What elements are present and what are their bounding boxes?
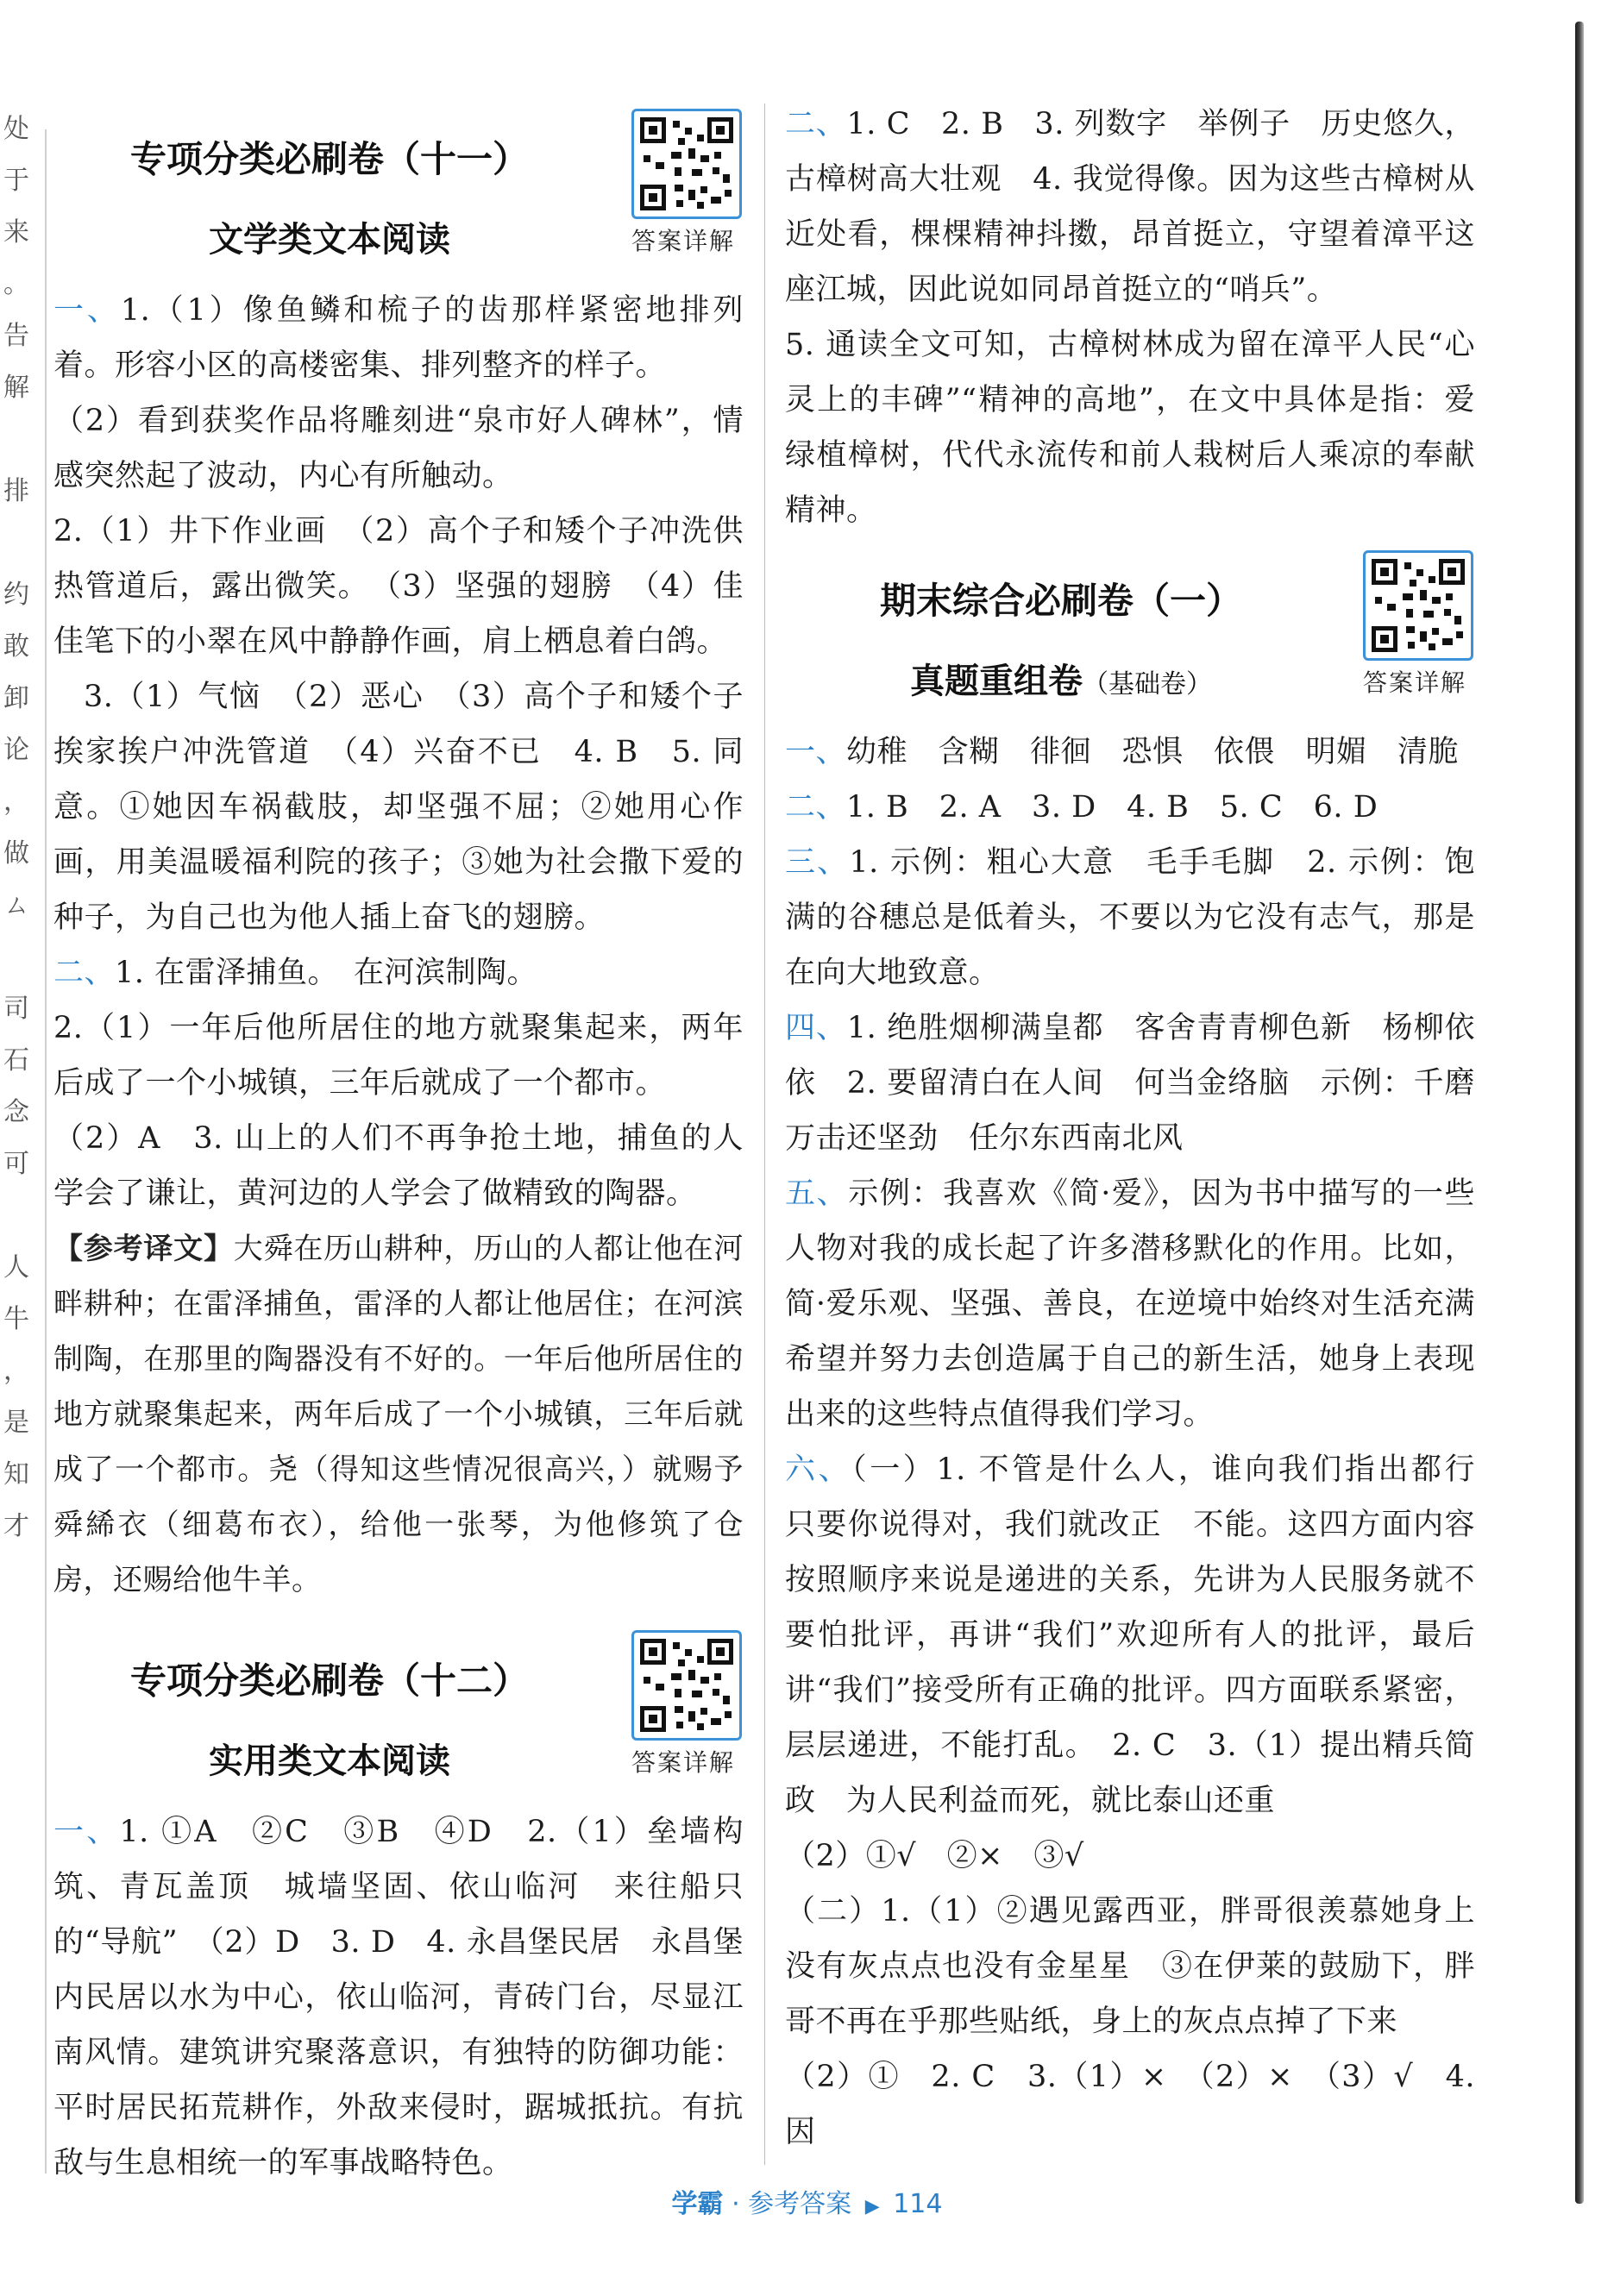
answer-text: （2）① 2. C 3.（1）× （2）× （3）√ 4. 因	[785, 2060, 1475, 2149]
column-divider	[764, 104, 765, 2165]
qr-caption: 答案详解	[631, 227, 735, 255]
answer-text: 1. 绝胜烟柳满皇都 客舍青青柳色新 杨柳依依 2. 要留清白在人间 何当金络脑 示例：千磨万击还坚劲 任尔东西南北风	[785, 1011, 1475, 1156]
section-marker: 一、	[53, 1815, 120, 1849]
answer-paragraph	[785, 1442, 1506, 1829]
edge-fragment: 石	[3, 1045, 29, 1076]
answer-paragraph	[785, 317, 1475, 538]
edge-fragment: 敢	[3, 631, 29, 662]
edge-fragment: 。	[3, 269, 29, 299]
edge-fragment: 卸	[3, 683, 29, 713]
answer-paragraph	[53, 393, 744, 504]
answer-text: （2）①√ ②× ③√	[785, 1839, 1084, 1873]
answer-text: 示例：我喜欢《简·爱》，因为书中描写的一些人物对我的成长起了许多潜移默化的作用。比如，简·爱乐观、坚强、善良，在逆境中始终对生活充满希望并努力去创造属于自己的新生活，她身上表现出来的这些特点值得我们学习。	[785, 1176, 1475, 1432]
section-marker: 二、	[785, 790, 847, 825]
edge-fragment: 念	[3, 1097, 29, 1127]
answer-paragraph	[785, 97, 1475, 317]
edge-fragment: 于	[3, 166, 29, 196]
edge-fragment: 司	[3, 994, 29, 1024]
page-number: 114	[893, 2189, 943, 2219]
qr-code-icon[interactable]	[1363, 550, 1473, 661]
section-subtitle	[53, 212, 606, 261]
answer-paragraph	[785, 780, 1475, 835]
edge-fragment: 处	[3, 114, 29, 144]
answer-text: 1. B 2. A 3. D 4. B 5. C 6. D	[846, 790, 1378, 825]
previous-page-edge-fragments	[3, 104, 38, 1553]
section-title: 专项分类必刷卷（十一）	[129, 138, 529, 180]
answer-text: 1. ①A ②C ③B ④D 2.（1）垒墙构筑、青瓦盖顶 城墙坚固、依山临河 来往船只的“导航” （2）D 3. D 4. 永昌堡民居 永昌堡内民居以水为中心，依山临河，青砖门台，尽显江南风情。建筑讲究聚落意识，有独特的防御功能：平时居民拓荒耕作，外敌来侵时，踞城抵抗。有抗敌与生息相统一的军事战略特色。	[53, 1815, 744, 2180]
edge-fragment: 做	[3, 838, 29, 869]
translation-label: 【参考译文】	[53, 1232, 234, 1266]
edge-fragment: 来	[3, 217, 29, 248]
section-title: 专项分类必刷卷（十二）	[129, 1659, 529, 1702]
qr-caption: 答案详解	[631, 1748, 735, 1777]
right-column	[785, 97, 1506, 2160]
answer-text: （二）1.（1）②遇见露西亚，胖哥很羡慕她身上没有灰点点也没有金星星 ③在伊莱的鼓励下，胖哥不再在乎那些贴纸，身上的灰点点掉了下来	[785, 1894, 1475, 2039]
section-marker: 一、	[53, 293, 121, 328]
section-marker: 一、	[785, 735, 847, 769]
answer-text: （2）看到获奖作品将雕刻进“泉市好人碑林”，情感突然起了波动，内心有所触动。	[53, 404, 744, 493]
edge-fragment: 是	[3, 1408, 29, 1438]
section-subtitle	[785, 654, 1337, 703]
answer-text: 3.（1）气恼 （2）恶心 （3）高个子和矮个子挨家挨户冲洗管道 （4）兴奋不已 4. B 5. 同意。①她因车祸截肢，却坚强不屈；②她用心作画，用美温暖福利院的孩子；③她为社会撒下爱的种子，为自己也为他人插上奋飞的翅膀。	[53, 680, 744, 935]
binding-gutter-line	[45, 129, 47, 2174]
answer-paragraph	[53, 1804, 744, 2191]
footer-label: 参考答案	[748, 2189, 852, 2219]
edge-fragment: 排	[3, 476, 29, 506]
edge-fragment: 告	[3, 321, 29, 351]
answer-paragraph	[53, 945, 744, 1001]
answer-text: 幼稚 含糊 徘徊 恐惧 依偎 明媚 清脆	[846, 735, 1460, 769]
section-marker: 二、	[53, 956, 116, 990]
qr-code-icon[interactable]	[631, 109, 742, 219]
answer-text: 2.（1）一年后他所居住的地方就聚集起来，两年后成了一个小城镇，三年后就成了一个都市。	[53, 1011, 744, 1101]
page-footer	[0, 2182, 1614, 2220]
edge-fragment: ㄙ	[3, 890, 29, 920]
answer-paragraph	[785, 1829, 1475, 1884]
answer-text: 1. C 2. B 3. 列数字 举例子 历史悠久，古樟树高大壮观 4. 我觉得像。因为这些古樟树从近处看，棵棵精神抖擞，昂首挺立，守望着漳平这座江城，因此说如同昂首挺立的“哨兵”。	[785, 107, 1475, 307]
page-edge-shadow	[1575, 22, 1584, 2204]
answer-paragraph	[53, 1111, 744, 1221]
section-header	[785, 543, 1475, 725]
edge-fragment: ，	[3, 787, 29, 817]
answer-paragraph	[785, 725, 1475, 780]
answer-text: 1. 示例：粗心大意 毛手毛脚 2. 示例：饱满的谷穗总是低着头，不要以为它没有志气，那是在向大地致意。	[785, 845, 1475, 990]
section-subtitle-main: 真题重组卷	[910, 662, 1083, 701]
answer-paragraph	[785, 835, 1475, 1001]
section-marker: 三、	[785, 845, 850, 880]
answer-text: 1. 在雷泽捕鱼。 在河滨制陶。	[115, 956, 538, 990]
section-header	[53, 1623, 744, 1804]
answer-text: （2）A 3. 山上的人们不再争抢土地，捕鱼的人学会了谦让，黄河边的人学会了做精致的陶器。	[53, 1121, 744, 1211]
section-subtitle-note: （基础卷）	[1083, 669, 1212, 699]
section-marker: 五、	[785, 1176, 849, 1211]
play-arrow-icon: ▶	[864, 2196, 880, 2218]
answer-paragraph	[53, 669, 744, 945]
answer-paragraph	[53, 283, 744, 393]
answer-text: 1.（1）像鱼鳞和梳子的齿那样紧密地排列着。形容小区的高楼密集、排列整齐的样子。	[53, 293, 744, 383]
translation-text: 大舜在历山耕种，历山的人都让他在河畔耕种；在雷泽捕鱼，雷泽的人都让他居住；在河滨制陶，在那里的陶器没有不好的。一年后他所居住的地方就聚集起来，两年后成了一个小城镇，三年后就成了一个都市。尧（得知这些情况很高兴，）就赐予舜絺衣（细葛布衣），给他一张琴，为他修筑了仓房，还赐给他牛羊。	[53, 1232, 744, 1597]
left-column	[53, 102, 744, 2191]
edge-fragment: 论	[3, 735, 29, 765]
answer-paragraph	[785, 1166, 1475, 1442]
section-marker: 二、	[785, 107, 847, 141]
section-subtitle	[53, 1734, 606, 1783]
section-subtitle-main: 实用类文本阅读	[209, 1741, 450, 1781]
edge-fragment: 可	[3, 1149, 29, 1179]
answer-text: 5. 通读全文可知，古樟树林成为留在漳平人民“心灵上的丰碑”“精神的高地”，在文中具体是指：爱绿植樟树，代代永流传和前人栽树后人乘凉的奉献精神。	[785, 328, 1475, 528]
section-header	[53, 102, 744, 283]
answer-paragraph	[785, 2049, 1475, 2160]
answer-paragraph	[785, 1884, 1475, 2049]
edge-fragment: 知	[3, 1459, 29, 1490]
answer-paragraph	[53, 1001, 744, 1111]
qr-code-icon[interactable]	[631, 1630, 742, 1741]
edge-fragment: 牛	[3, 1304, 29, 1334]
edge-fragment: 人	[3, 1252, 29, 1283]
section-title: 期末综合必刷卷（一）	[879, 580, 1242, 622]
edge-fragment: ，	[3, 1356, 29, 1386]
section-marker: 六、	[785, 1452, 852, 1487]
section-marker: 四、	[785, 1011, 847, 1045]
brand-logo: 学霸	[671, 2189, 724, 2219]
section-subtitle-main: 文学类文本阅读	[209, 220, 450, 260]
answer-text: （一）1. 不管是什么人，谁向我们指出都行 只要你说得对，我们就改正 不能。这四方面内容按照顺序来说是递进的关系，先讲为人民服务就不要怕批评，再讲“我们”欢迎所有人的批评，最后讲“我们”接受所有正确的批评。四方面联系紧密，层层递进，不能打乱。 2. C 3.（1）提出精兵简政 为人民利益而死，就比泰山还重	[785, 1452, 1506, 1818]
footer-separator: ·	[732, 2189, 740, 2219]
answer-text: 2.（1）井下作业画 （2）高个子和矮个子冲洗供热管道后，露出微笑。 （3）坚强的翅膀 （4）佳佳笔下的小翠在风中静静作画，肩上栖息着白鸽。	[53, 514, 744, 659]
qr-caption: 答案详解	[1362, 668, 1466, 697]
answer-paragraph	[53, 504, 744, 669]
answer-paragraph	[785, 1001, 1475, 1166]
edge-fragment: 约	[3, 580, 29, 610]
reference-translation	[53, 1221, 744, 1608]
edge-fragment: 才	[3, 1511, 29, 1541]
edge-fragment: 解	[3, 373, 29, 403]
